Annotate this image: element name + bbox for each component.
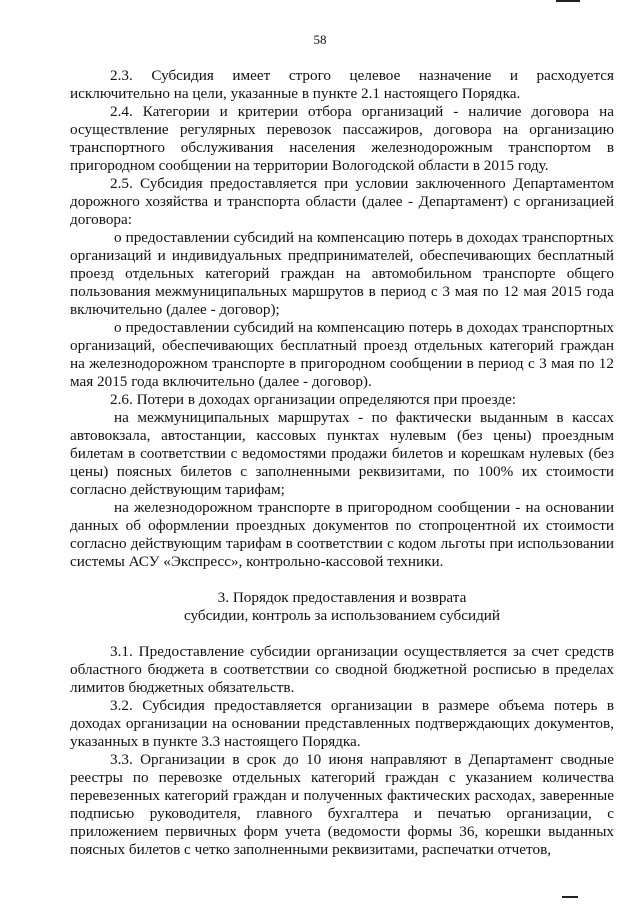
- paragraph-2-3: 2.3. Субсидия имеет строго целевое назначение и расходуется исключительно на цели, указанные в пункте 2.1 настоящего Порядка.: [70, 67, 614, 102]
- paragraph-3-3: 3.3. Организации в срок до 10 июня направляют в Департамент сводные реестры по перевозке отдельных категорий граждан с указанием количества перевезенных категорий граждан и полученных фактических расходах, заверенные подписью руководителя, главного бухгалтера и печатью организации, с приложением первичных форм учета (ведомости формы 36, корешки выданных поясных билетов с четко заполненными реквизитами, распечатки отчетов,: [70, 751, 614, 858]
- scan-mark-top: [556, 0, 580, 2]
- paragraph-2-4: 2.4. Категории и критерии отбора организаций - наличие договора на осуществление регулярных перевозок пассажиров, договора на организацию транспортного обслуживания населения железнодорожным транспортом в пригородном сообщении на территории Вологодской области в 2015 году.: [70, 103, 614, 174]
- scan-mark-bottom: [562, 896, 578, 898]
- paragraph-contract-auto: о предоставлении субсидий на компенсацию потерь в доходах транспортных организаций и индивидуальных предпринимателей, обеспечивающих бесплатный проезд отдельных категорий граждан на автомобильном транспорте общего пользования межмуниципальных маршрутов в период с 3 мая по 12 мая 2015 года включительно (далее - договор);: [70, 229, 614, 318]
- paragraph-2-6: 2.6. Потери в доходах организации определяются при проезде:: [110, 391, 516, 408]
- paragraph-intermunicipal: на межмуниципальных маршрутах - по фактически выданным в кассах автовокзала, автостанции, кассовых пунктах нулевым (без цены) проездным билетам в соответствии с ведомостями продажи билетов и корешкам нулевых (без цены) поясных билетов с заполненными реквизитами, по 100% их стоимости согласно действующим тарифам;: [70, 409, 614, 498]
- document-body: [70, 67, 614, 859]
- paragraph-3-1: 3.1. Предоставление субсидии организации осуществляется за счет средств областного бюджета в соответствии со сводной бюджетной росписью в пределах лимитов бюджетных обязательств.: [70, 643, 614, 696]
- paragraph-railway: на железнодорожном транспорте в пригородном сообщении - на основании данных об оформлении проездных документов по стопроцентной их стоимости согласно действующим тарифам в соответствии с кодом льготы при использовании системы АСУ «Экспресс», контрольно-кассовой техники.: [70, 499, 614, 570]
- section-heading-line-1: 3. Порядок предоставления и возврата: [217, 589, 467, 606]
- paragraph-3-2: 3.2. Субсидия предоставляется организации в размере объема потерь в доходах организации на основании представленных подтверждающих документов, указанных в пункте 3.3 настоящего Порядка.: [70, 697, 614, 750]
- paragraph-2-5: 2.5. Субсидия предоставляется при условии заключенного Департаментом дорожного хозяйства и транспорта области (далее - Департамент) с организацией договора:: [70, 175, 614, 228]
- section-heading-line-2: субсидии, контроль за использованием субсидий: [183, 607, 501, 624]
- page-number: 58: [313, 32, 327, 47]
- section-3-heading: [70, 589, 614, 625]
- paragraph-contract-rail: о предоставлении субсидий на компенсацию потерь в доходах транспортных организаций, обеспечивающих бесплатный проезд отдельных категорий граждан на железнодорожном транспорте в пригородном сообщении в период с 3 мая по 12 мая 2015 года включительно (далее - договор).: [70, 319, 614, 390]
